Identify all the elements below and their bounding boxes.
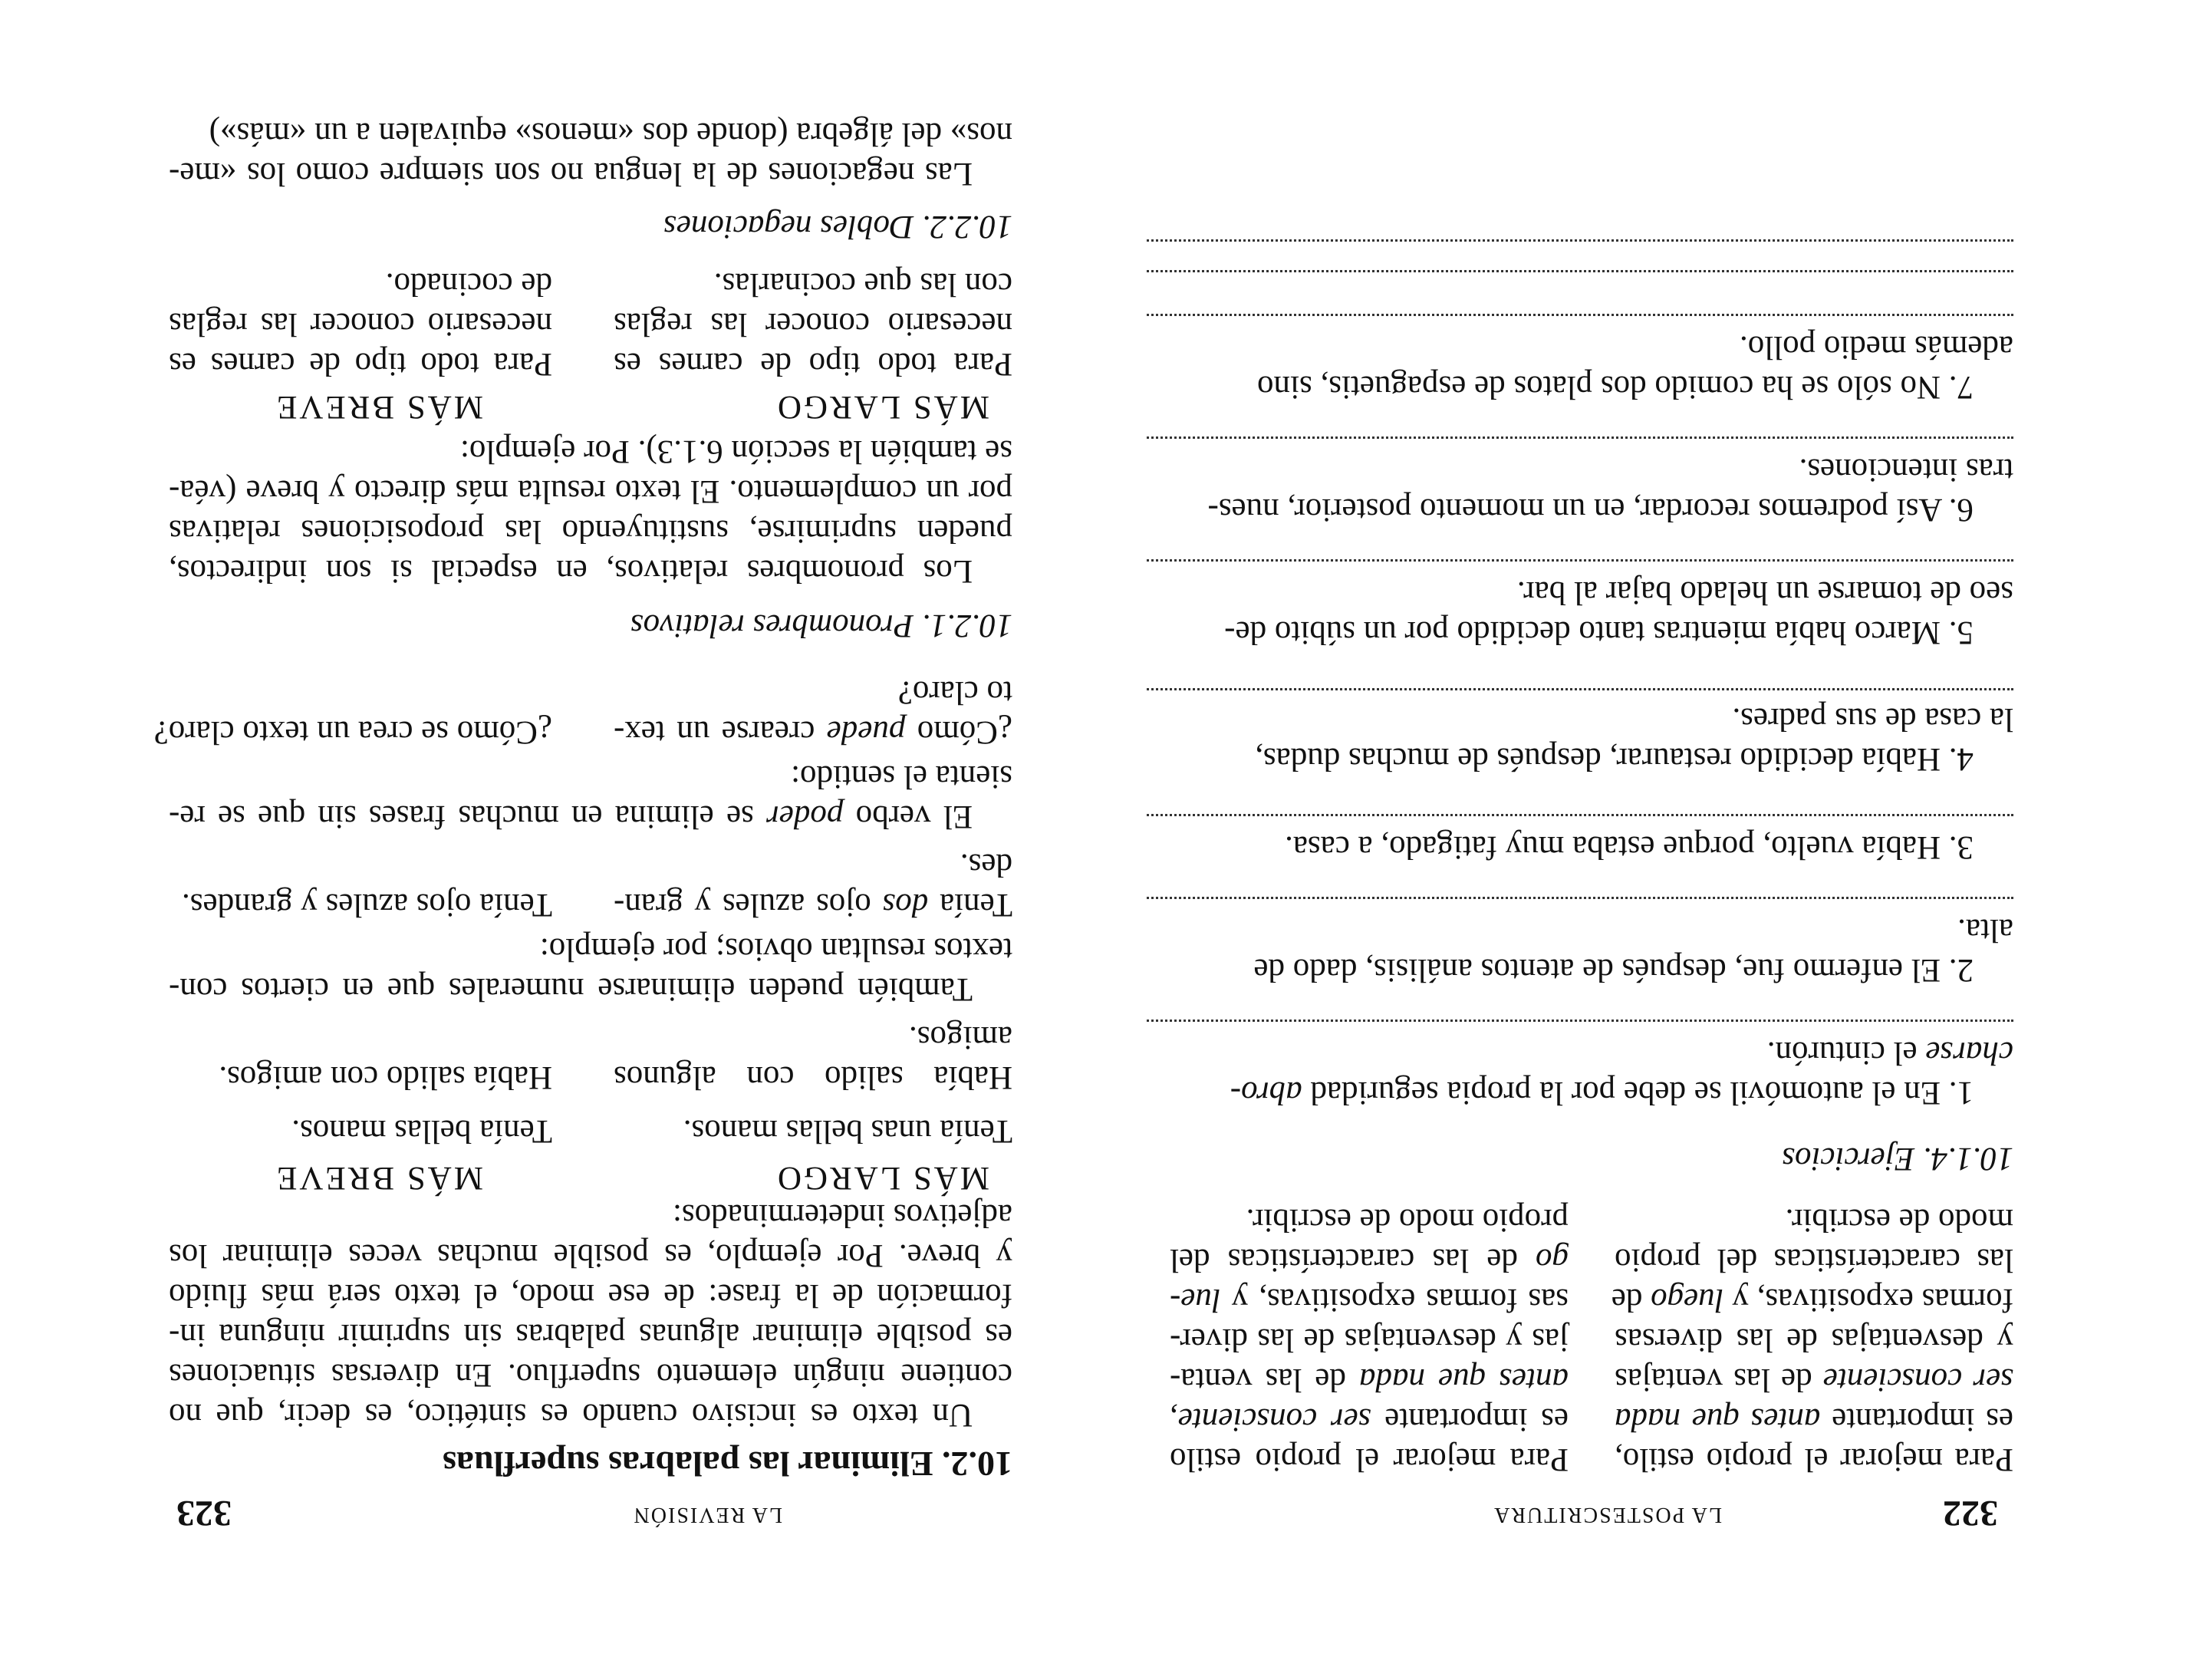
answer-line[interactable] xyxy=(1147,1020,2013,1022)
running-head: LA POSTESCRITURA xyxy=(1493,1503,1722,1527)
running-head: LA REVISIÓN xyxy=(632,1503,782,1527)
section-title: 10.2. Eliminar las palabras superfluas xyxy=(443,1444,1012,1484)
text-line: ser consciente de las ventajas xyxy=(1615,1362,2013,1398)
text-line: Para mejorar el propio estilo xyxy=(1170,1441,1569,1477)
exercises-heading: 10.1.4. Ejercicios xyxy=(1782,1141,2013,1177)
subsection-title: 10.2.1. Pronombres relativos xyxy=(630,608,1012,644)
text-line: es importante ser consciente, xyxy=(1170,1402,1569,1438)
paragraph: Las negaciones de la lengua no son siempre como los «me- nos» del álgebra (donde dos «menos» equivalen a un «más») xyxy=(169,116,1012,192)
subsection-title: 10.2.2. Dobles negaciones xyxy=(663,209,1012,245)
paragraph: También pueden eliminarse numerales que en ciertos con- textos resultan obvios; por ejemplo: xyxy=(169,931,1012,1007)
exercise-7: 7. No sólo se ha comido dos platos de espaguetis, sino además medio pollo. xyxy=(1257,329,2013,405)
page-322 xyxy=(1147,0,2013,1680)
answer-line[interactable] xyxy=(1147,314,2013,316)
example-long: Para todo tipo de carnes es necesario conocer las reglas con las que cocinarlas. xyxy=(614,266,1012,382)
exercise-3: 3. Había vuelto, porque estaba muy fatigado, a casa. xyxy=(1285,829,1974,865)
answer-line[interactable] xyxy=(1147,559,2013,562)
text-line: go de las características del xyxy=(1170,1242,1569,1278)
page-number: 323 xyxy=(176,1493,232,1533)
paragraph: Un texto es incisivo cuando es sintético, es decir, que no contiene ningún elemento superfluo. En diversas situaciones es posible eliminar algunas palabras sin suprimir ninguna in- formación de la frase: de ese modo, el texto será más fluido y breve. Por ejemplo, es posible muchas veces eliminar los adjetivos indeterminados: xyxy=(169,1197,1012,1433)
text-line: antes que nada de las venta- xyxy=(1170,1362,1569,1398)
exercise-1: 1. En el automóvil se debe por la propia seguridad abro- charse el cinturón. xyxy=(1230,1035,2013,1111)
text-line: modo de escribir. xyxy=(1785,1202,2013,1238)
example-short: Tenía bellas manos. xyxy=(291,1113,552,1149)
answer-line[interactable] xyxy=(1147,897,2013,899)
exercise-2: 2. El enfermo fue, después de atentos análisis, dado de alta. xyxy=(1253,912,2013,988)
example-long: Tenía dos ojos azules y gran- des. xyxy=(613,847,1012,923)
intro-column-original xyxy=(1611,1200,2013,1479)
paragraph: El verbo poder se elimina en muchas frases sin que se re- sienta el sentido: xyxy=(169,759,1012,835)
page-number: 322 xyxy=(1943,1493,1998,1533)
text-line: jas y desventajas de las diver- xyxy=(1170,1322,1569,1358)
exercise-5: 5. Marco había mientras tanto decidido por un súbito de- seo de tomarse un helado bajar al bar. xyxy=(1224,575,2013,651)
answer-line[interactable] xyxy=(1147,688,2013,690)
example-long: ¿Cómo puede crearse un tex- to claro? xyxy=(614,674,1012,750)
answer-line[interactable] xyxy=(1147,436,2013,439)
exercise-6: 6. Así podremos recordar, en un momento posterior, nues- tras intenciones. xyxy=(1207,452,2013,528)
column-head-long: MÁS LARGO xyxy=(775,1160,989,1196)
text-line: Tenía dos ojos azules y gran- xyxy=(613,887,1012,923)
exercise-4: 4. Había decidido restaurar, después de muchas dudas, la casa de sus padres. xyxy=(1255,701,2013,777)
text-line: formas expositivas, y luego de xyxy=(1611,1282,2013,1318)
example-long: Tenía unas bellas manos. xyxy=(683,1113,1012,1149)
page-323 xyxy=(153,0,1012,1680)
text-line: las características del propio xyxy=(1615,1242,2013,1278)
example-short: Había salido con amigos. xyxy=(219,1059,552,1095)
answer-line[interactable] xyxy=(1147,814,2013,816)
paragraph: Los pronombres relativos, en especial si son indirectos, pueden suprimirse, sustituyendo las proposiciones relativas por un complemento. El texto resulta más directo y breve (véa- se también la sección 6.1.3). Por ejemplo: xyxy=(169,433,1012,589)
text-line: y desventajas de las diversas xyxy=(1615,1322,2013,1358)
text-line: Para mejorar el propio estilo, xyxy=(1615,1441,2013,1477)
example-long: Había salido con algunos amigos. xyxy=(614,1020,1012,1095)
example-short: ¿Cómo se crea un texto claro? xyxy=(153,714,552,750)
column-head-short: MÁS BREVE xyxy=(275,1160,483,1196)
text-line: es importante antes que nada xyxy=(1615,1402,2013,1438)
column-head-short: MÁS BREVE xyxy=(275,389,483,425)
answer-line[interactable] xyxy=(1147,239,2013,242)
text-line: propio modo de escribir. xyxy=(1246,1202,1569,1238)
column-head-long: MÁS LARGO xyxy=(775,389,989,425)
example-short: Tenía ojos azules y grandes. xyxy=(182,887,552,923)
text-line: sas formas expositivas, y lue- xyxy=(1170,1282,1569,1318)
intro-column-revised xyxy=(1170,1200,1569,1479)
example-short: Para todo tipo de carnes es necesario conocer las reglas de cocinado. xyxy=(169,266,552,382)
answer-line[interactable] xyxy=(1147,270,2013,272)
